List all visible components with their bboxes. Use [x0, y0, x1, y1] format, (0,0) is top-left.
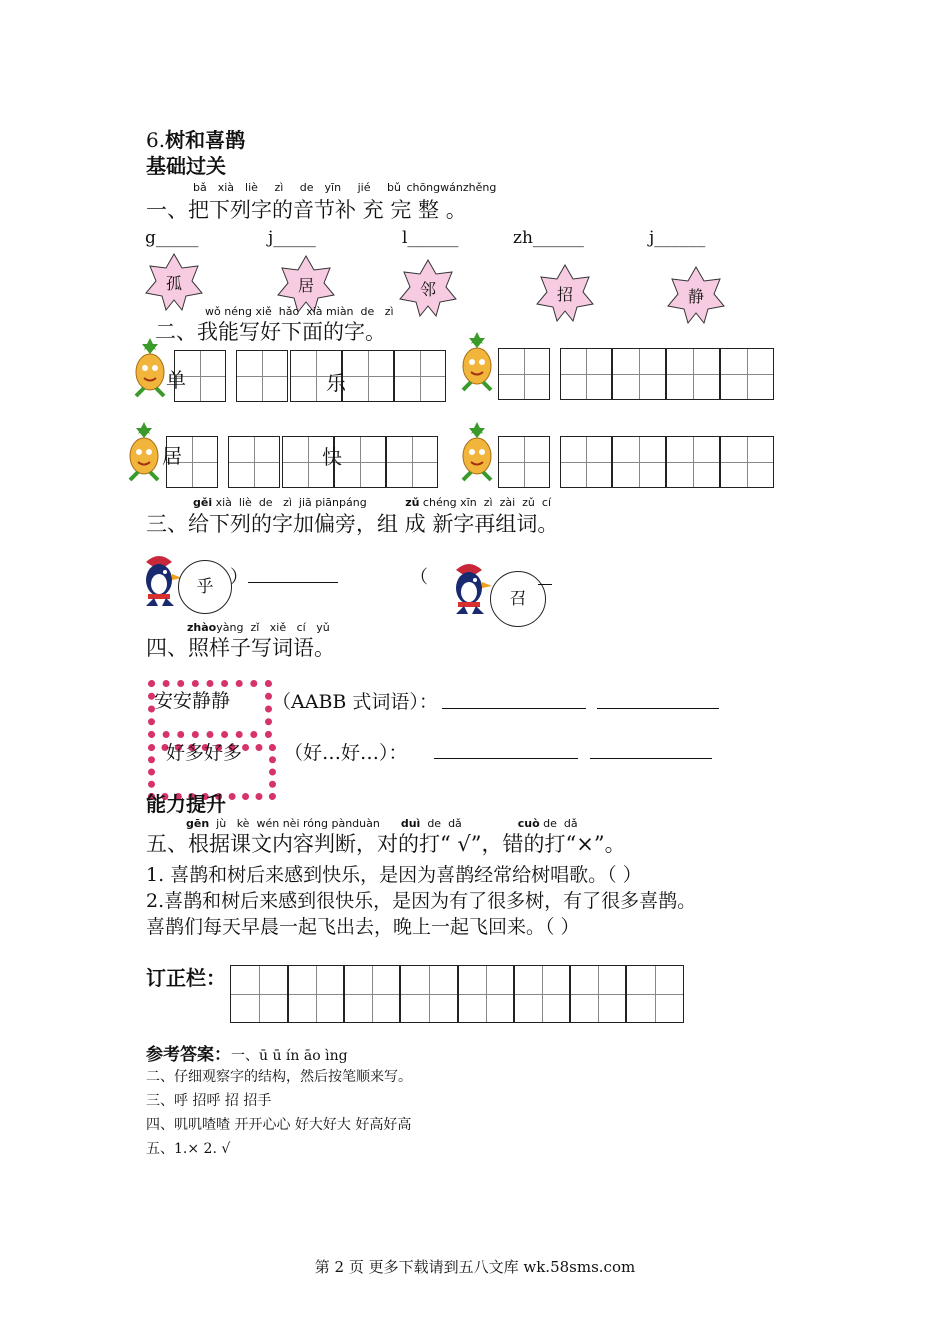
writing-cell[interactable] — [720, 348, 774, 400]
penguin-mascot-icon — [136, 552, 182, 608]
writing-cell[interactable] — [666, 348, 720, 400]
correction-cell[interactable] — [344, 965, 400, 1023]
correction-cell[interactable] — [230, 965, 288, 1023]
q2-char-1: 单 — [166, 368, 186, 392]
q1-blank-1: g_____ — [145, 228, 199, 248]
correction-cell[interactable] — [626, 965, 684, 1023]
q3-pinyin: gěi xià liè de zì jiā piānpáng zǔ chéng xīn zì zài zǔ cí — [193, 496, 551, 509]
q4-example-2: 好多好多 — [166, 742, 243, 764]
writing-cell[interactable] — [612, 348, 666, 400]
q4-note-2: （好…好…）： — [284, 742, 408, 764]
answers-line-2: 二、仔细观察字的结构，然后按笔顺来写。 — [146, 1069, 412, 1085]
q3-paren-open: （ — [410, 567, 428, 588]
writing-cell[interactable] — [342, 350, 394, 402]
title-name: 树和喜鹊 — [165, 128, 246, 152]
q5-text: 五、根据课文内容判断，对的打“ √”，错的打“×”。 — [146, 832, 626, 856]
answers-line-5: 五、1.× 2. √ — [146, 1141, 231, 1157]
penguin-mascot-icon — [446, 560, 492, 616]
star-char-5: 静 — [667, 266, 725, 324]
q1-pinyin: bǎ xià liè zì de yīn jié bǔ chōngwánzhěng — [193, 181, 497, 194]
writing-cell[interactable] — [720, 436, 774, 488]
q2-char-2: 乐 — [326, 371, 346, 395]
star-char-3: 邻 — [399, 259, 457, 317]
q3-text: 三、给下列的字加偏旁，组 成 新字再组词。 — [146, 512, 559, 536]
star-char-1: 孤 — [145, 253, 203, 311]
writing-cell[interactable] — [394, 350, 446, 402]
writing-cell[interactable] — [236, 350, 288, 402]
q2-char-3: 居 — [162, 444, 182, 468]
q2-text: 二、我能写好下面的字。 — [155, 320, 386, 344]
q5-item-1: 1. 喜鹊和树后来感到快乐，是因为喜鹊经常给树唱歌。（ ） — [146, 864, 642, 886]
correction-label: 订正栏： — [146, 966, 226, 990]
q5-item-2-cont: 喜鹊们每天早晨一起飞出去，晚上一起飞回来。（ ） — [146, 916, 580, 938]
q3-char-ring-2: 召 — [490, 571, 546, 627]
correction-cell[interactable] — [288, 965, 344, 1023]
writing-cell[interactable] — [498, 436, 550, 488]
q4-answer-line[interactable] — [597, 708, 719, 709]
pineapple-mascot-icon — [122, 420, 166, 492]
pineapple-mascot-icon — [455, 420, 499, 492]
q1-blank-3: l______ — [402, 228, 459, 248]
writing-cell[interactable] — [386, 436, 438, 488]
answers-line-3: 三、呼 招呼 招 招手 — [146, 1093, 272, 1109]
correction-cell[interactable] — [514, 965, 570, 1023]
page-footer: 第 2 页 更多下载请到五八文库 wk.58sms.com — [314, 1258, 636, 1276]
q3-answer-line-2[interactable] — [538, 584, 552, 585]
q4-answer-line[interactable] — [434, 758, 578, 759]
correction-cell[interactable] — [570, 965, 626, 1023]
star-char-2: 居 — [277, 255, 335, 313]
writing-cell[interactable] — [228, 436, 280, 488]
q1-blank-4: zh______ — [513, 228, 584, 248]
q5-pinyin: gēn jù kè wén nèi róng pànduàn duì de dǎ cuò de dǎ — [186, 817, 578, 830]
q3-char-ring-1: 乎 — [178, 560, 232, 614]
q1-text: 一、把下列字的音节补 充 完 整 。 — [146, 198, 467, 222]
page-title — [146, 124, 245, 153]
q4-pinyin: zhàoyàng zǐ xiě cí yǔ — [187, 621, 330, 634]
q1-blank-2: j_____ — [268, 228, 316, 248]
q4-text: 四、照样子写词语。 — [146, 636, 335, 660]
writing-cell[interactable] — [560, 436, 612, 488]
q5-item-2: 2.喜鹊和树后来感到很快乐，是因为有了很多树，有了很多喜鹊。 — [146, 890, 697, 912]
section-basic: 基础过关 — [146, 154, 226, 178]
writing-cell[interactable] — [498, 348, 550, 400]
q2-pinyin: wǒ néng xiě hǎo xià miàn de zì — [205, 305, 394, 318]
writing-cell[interactable] — [612, 436, 666, 488]
correction-cell[interactable] — [458, 965, 514, 1023]
section-advanced: 能力提升 — [146, 792, 226, 816]
q4-answer-line[interactable] — [590, 758, 712, 759]
answers-line-1: 参考答案：一、ū ū ín āo ìng — [146, 1045, 348, 1065]
q1-blank-5: j______ — [649, 228, 706, 248]
writing-cell[interactable] — [560, 348, 612, 400]
q4-note-1: （AABB 式词语）： — [272, 691, 438, 713]
star-char-4: 招 — [536, 264, 594, 322]
q2-char-4: 快 — [322, 445, 342, 469]
q3-answer-line-1[interactable] — [248, 582, 338, 583]
correction-cell[interactable] — [400, 965, 458, 1023]
q3-paren-close: ） — [230, 567, 248, 588]
answers-line-4: 四、叽叽喳喳 开开心心 好大好大 好高好高 — [146, 1117, 412, 1133]
q4-example-1: 安安静静 — [154, 690, 231, 712]
writing-cell[interactable] — [666, 436, 720, 488]
q4-answer-line[interactable] — [442, 708, 586, 709]
pineapple-mascot-icon — [455, 330, 499, 402]
title-number: 6. — [146, 128, 166, 152]
